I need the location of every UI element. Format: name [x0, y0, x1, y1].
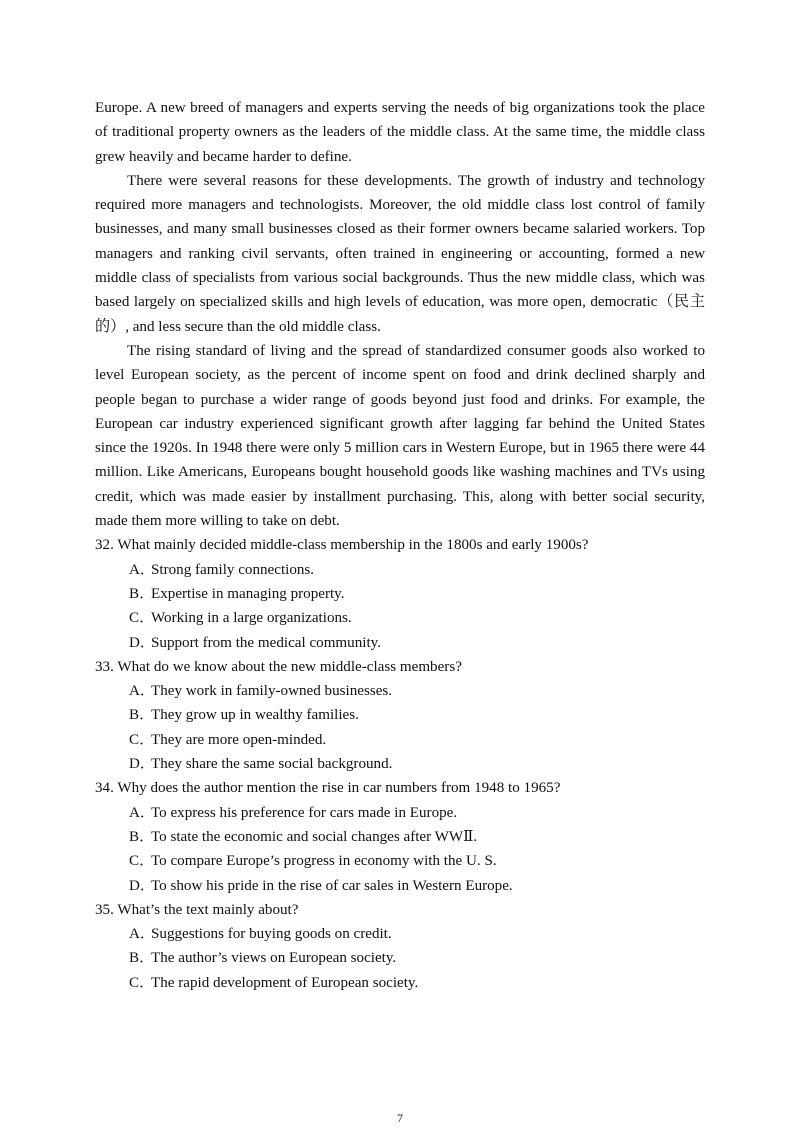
option-text: To express his preference for cars made in Europe. — [151, 804, 458, 821]
option-text: To state the economic and social changes after WWⅡ. — [151, 828, 478, 845]
option-letter: C． — [129, 974, 155, 991]
option-list — [95, 801, 705, 898]
option-c — [95, 971, 705, 995]
option-b — [95, 946, 705, 970]
passage-paragraph-1: Europe. A new breed of managers and experts serving the needs of big organizations took the place of traditional property owners as the leaders of the middle class. At the same time, the middle class grew heavily and became harder to define. — [95, 100, 705, 165]
option-text: Working in a large organizations. — [151, 610, 352, 627]
option-list — [95, 679, 705, 776]
option-letter: C． — [129, 853, 155, 870]
option-letter: C． — [129, 731, 155, 748]
option-c — [95, 849, 705, 873]
passage-paragraph-2: There were several reasons for these developments. The growth of industry and technology required more managers and technologists. Moreover, the old middle class lost control of family businesses, and many small businesses closed as their former owners became salaried workers. Top managers and ranking civil servants, often trained in engineering or accounting, formed a new middle class of specialists from various social backgrounds. Thus the new middle class, which was based largely on specialized skills and high levels of education, was more open, democratic（民主的）, and less secure than the old middle class. — [95, 172, 705, 335]
option-text: Expertise in managing property. — [151, 585, 345, 602]
option-text: The author’s views on European society. — [151, 950, 397, 967]
question-35 — [95, 898, 705, 995]
option-a — [95, 922, 705, 946]
option-text: They grow up in wealthy families. — [151, 707, 359, 724]
option-text: Strong family connections. — [151, 561, 315, 578]
option-b — [95, 703, 705, 727]
option-text: They share the same social background. — [151, 756, 393, 773]
passage-paragraph-3: The rising standard of living and the spread of standardized consumer goods also worked to level European society, as the percent of income spent on food and drink declined sharply and people began to purchase a wider range of goods beyond just food and drinks. For example, the European car industry experienced significant growth after lagging far behind the United States since the 1920s. In 1948 there were only 5 million cars in Western Europe, but in 1965 there were 44 million. Like Americans, Europeans bought household goods like washing machines and TVs using credit, which was made easier by installment purchasing. This, along with better social security, made them more willing to take on debt. — [95, 342, 705, 530]
option-letter: B． — [129, 707, 155, 724]
option-d — [95, 874, 705, 898]
question-stem: 34. Why does the author mention the rise in car numbers from 1948 to 1965? — [95, 780, 561, 797]
option-letter: D． — [129, 756, 155, 773]
option-text: To show his pride in the rise of car sales in Western Europe. — [151, 877, 513, 894]
option-letter: C． — [129, 610, 155, 627]
question-32 — [95, 533, 705, 654]
page-number: 7 — [397, 1111, 403, 1125]
question-stem: 32. What mainly decided middle-class membership in the 1800s and early 1900s? — [95, 537, 589, 554]
option-text: Suggestions for buying goods on credit. — [151, 926, 392, 943]
question-stem: 33. What do we know about the new middle-class members? — [95, 658, 462, 675]
option-text: The rapid development of European society. — [151, 974, 419, 991]
option-a — [95, 558, 705, 582]
option-text: They work in family-owned businesses. — [151, 683, 393, 700]
option-c — [95, 728, 705, 752]
question-stem: 35. What’s the text mainly about? — [95, 901, 299, 918]
option-c — [95, 606, 705, 630]
question-34 — [95, 776, 705, 897]
option-list — [95, 922, 705, 995]
option-b — [95, 825, 705, 849]
option-letter: D． — [129, 877, 155, 894]
option-text: To compare Europe’s progress in economy with the U. S. — [151, 853, 497, 870]
option-text: They are more open-minded. — [151, 731, 327, 748]
question-33 — [95, 655, 705, 776]
reading-passage — [95, 96, 705, 533]
option-letter: B． — [129, 585, 155, 602]
option-letter: A． — [129, 926, 155, 943]
option-d — [95, 752, 705, 776]
option-letter: B． — [129, 950, 155, 967]
page-content — [95, 96, 705, 995]
question-list — [95, 533, 705, 995]
option-letter: A． — [129, 561, 155, 578]
option-d — [95, 631, 705, 655]
option-b — [95, 582, 705, 606]
option-a — [95, 679, 705, 703]
option-text: Support from the medical community. — [151, 634, 381, 651]
option-a — [95, 801, 705, 825]
option-letter: A． — [129, 804, 155, 821]
option-letter: B． — [129, 828, 155, 845]
option-letter: A． — [129, 683, 155, 700]
option-letter: D． — [129, 634, 155, 651]
option-list — [95, 558, 705, 655]
